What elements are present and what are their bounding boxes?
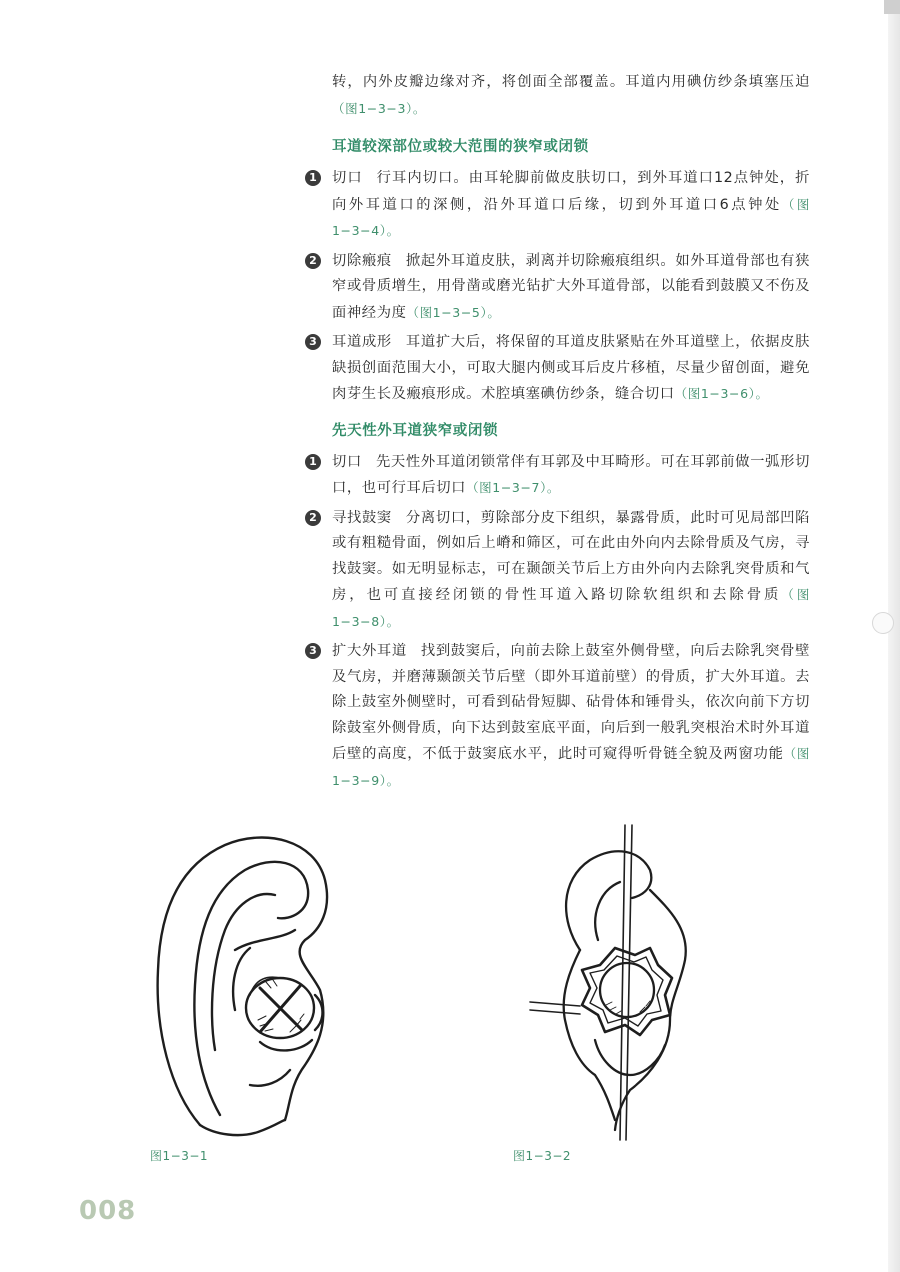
intro-text: 转，内外皮瓣边缘对齐，将创面全部覆盖。耳道内用碘仿纱条填塞压迫 xyxy=(332,74,810,90)
figure-ref: （图1−3−8）。 xyxy=(332,587,810,629)
intro-paragraph xyxy=(305,70,810,122)
item-text: 耳道扩大后，将保留的耳道皮肤紧贴在外耳道壁上，依据皮肤缺损创面范围大小，可取大腿内侧或耳后皮片移植，尽量少留创面，避免肉芽生长及瘢痕形成。术腔填塞碘仿纱条，缝合切口 xyxy=(332,334,810,402)
figure-ref: （图1−3−5）。 xyxy=(406,304,501,320)
item-term: 切口 xyxy=(332,170,363,186)
number-badge: 2 xyxy=(305,253,321,269)
number-badge: 1 xyxy=(305,170,321,186)
side-tab-icon xyxy=(872,612,894,634)
number-badge: 1 xyxy=(305,454,321,470)
section-heading-1: 耳道较深部位或较大范围的狭窄或闭锁 xyxy=(332,139,589,155)
page-number: 008 xyxy=(79,1196,137,1226)
number-badge: 3 xyxy=(305,334,321,350)
figure-ref: （图1−3−4）。 xyxy=(332,196,811,238)
item-term: 切口 xyxy=(332,453,362,470)
item-text: 分离切口，剪除部分皮下组织，暴露骨质，此时可见局部凹陷或有粗糙骨面，例如后上嵴和筛区，可在此由外向内去除骨质及气房，寻找鼓窦。如无明显标志，可在颞颌关节后上方由外向内去除乳突骨质和气房，也可直接经闭锁的骨性耳道入路切除软组织和去除骨质 xyxy=(332,509,810,603)
item-text: 找到鼓窦后，向前去除上鼓室外侧骨壁，向后去除乳突骨壁及气房，并磨薄颞颌关节后壁（即外耳道前壁）的骨质，扩大外耳道。去除上鼓室外侧壁时，可看到砧骨短脚、砧骨体和锤骨头，依次向前下方切除鼓室外侧骨质，向下达到鼓室底平面，向后到一般乳突根治术时外耳道后壁的高度，不低于鼓窦底水平，此时可窥得听骨链全貌及两窗功能 xyxy=(332,643,810,762)
item-term: 耳道成形 xyxy=(332,334,392,350)
number-badge: 2 xyxy=(305,510,321,526)
body-text xyxy=(305,70,810,794)
figures-area xyxy=(0,820,900,1163)
figure-caption: 图1−3−2 xyxy=(513,1149,572,1163)
figure-caption: 图1−3−1 xyxy=(150,1149,209,1163)
item-text: 行耳内切口。由耳轮脚前做皮肤切口，到外耳道口12点钟处，折向外耳道口的深侧，沿外耳道口后缘，切到外耳道口6点钟处 xyxy=(332,170,811,213)
section-heading-2: 先天性外耳道狭窄或闭锁 xyxy=(332,422,499,439)
item-text: 先天性外耳道闭锁常伴有耳郭及中耳畸形。可在耳郭前做一弧形切口，也可行耳后切口 xyxy=(332,453,811,496)
figure-ref: （图1−3−7）。 xyxy=(466,480,561,495)
list-item xyxy=(305,330,810,408)
figure-ref: （图1−3−9）。 xyxy=(332,746,810,788)
list-item xyxy=(305,506,810,636)
figure-ref: （图1−3−3）。 xyxy=(332,100,426,116)
list-item xyxy=(305,249,810,327)
corner-mark xyxy=(884,0,900,14)
item-term: 扩大外耳道 xyxy=(332,643,407,659)
number-badge: 3 xyxy=(305,643,321,659)
ear-canal-flap-drawing xyxy=(520,820,720,1150)
item-term: 切除瘢痕 xyxy=(332,252,392,269)
figure-ref: （图1−3−6）。 xyxy=(674,386,769,401)
item-text: 掀起外耳道皮肤，剥离并切除瘢痕组织。如外耳道骨部也有狭窄或骨质增生，用骨凿或磨光钻扩大外耳道骨部，以能看到鼓膜又不伤及面神经为度 xyxy=(332,252,810,321)
ear-incision-drawing xyxy=(140,820,360,1140)
list-item xyxy=(305,450,810,502)
item-term: 寻找鼓窦 xyxy=(332,509,392,526)
list-item xyxy=(305,639,810,794)
list-item xyxy=(305,166,810,245)
